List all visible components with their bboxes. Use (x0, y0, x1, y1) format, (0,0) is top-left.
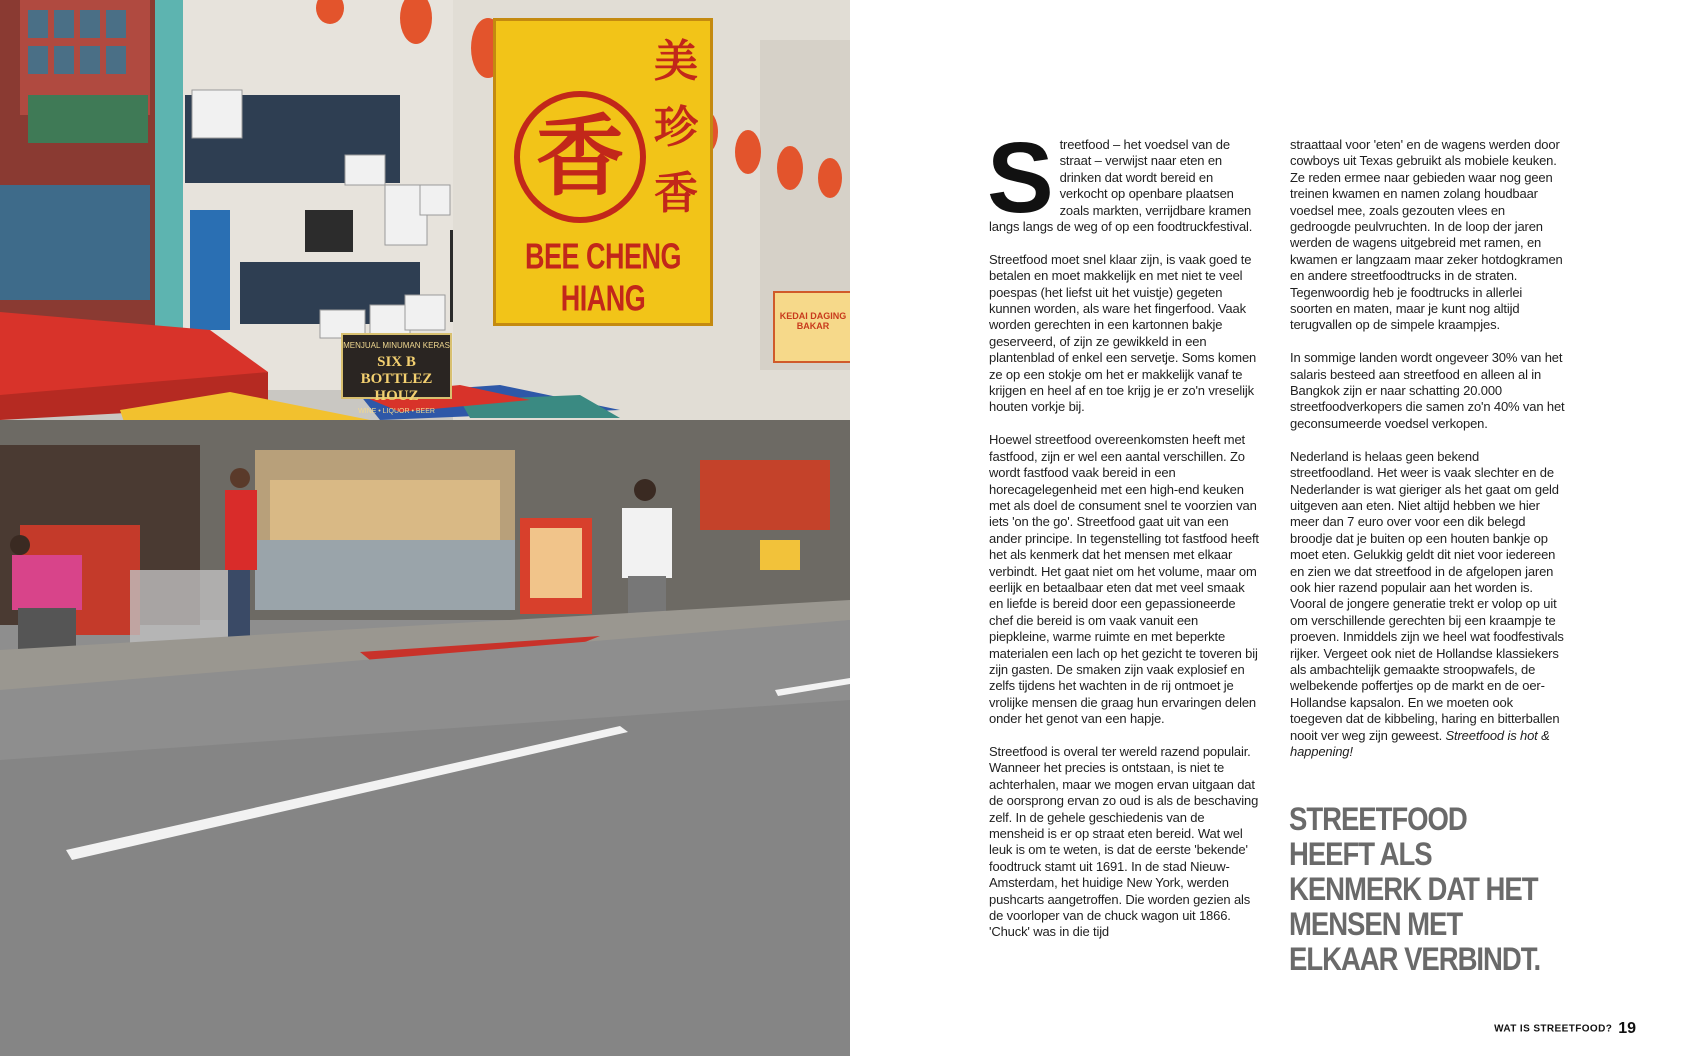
article-column-1 (987, 122, 1261, 957)
page-number: 19 (1618, 1020, 1636, 1037)
liquor-sign-line-1: MENJUAL MINUMAN KERAS (343, 341, 450, 350)
liquor-sign-line-3: WINE • LIQUOR • BEER (358, 408, 435, 415)
article-paragraph-3: Hoewel streetfood overeenkomsten heeft met fastfood, zijn er wel een aantal verschillen. Zo wordt fastfood vaak bereid in een horecagelegenheid met een high-end keuken met als doel de consument snel te voorzien van iets 'on the go'. Streetfood gaat uit van een ander principe. In tegenstelling tot fastfood heeft het als kenmerk dat het mensen met elkaar verbindt. Het gaat niet om het volume, maar om eerlijk en betaalbaar eten dat met veel smaak en liefde is bereid door een gepassioneerde chef die bereid is om vaak vanuit een piepkleine, warme ruimte en met beperkte materialen een lach op het gezicht te toveren bij zijn gasten. De smaken zijn vaak explosief en zelfs tijdens het wachten in de rij ontmoet je vrolijke mensen die graag hun ervaringen delen onder het genot van een hapje. (989, 432, 1259, 727)
page-footer (1494, 1020, 1636, 1038)
dropcap-letter: S (987, 122, 1054, 234)
article-paragraph-6: In sommige landen wordt ongeveer 30% van het salaris besteed aan streetfood en alleen al in Bangkok zijn er naar schatting 20.000 streetfoodverkopers die samen zo'n 40% van het geconsumeerde voedsel verkopen. (1290, 350, 1565, 431)
article-column-2 (1290, 137, 1566, 777)
sign-cjk-column-3: 香 (654, 168, 698, 219)
article-paragraph-1 (987, 122, 1261, 235)
sign-cjk-large: 香 (514, 91, 646, 223)
paragraph-1-text: treetfood – het voedsel van de straat – verwijst naar eten en drinken dat wordt bereid en verkocht op openbare plaatsen zoals markten, verrijdbare kramen langs langs de weg of op een foodtruckfestival. (989, 137, 1253, 235)
running-footer-section: WAT IS STREETFOOD? (1494, 1023, 1613, 1035)
sign-brand-name: BEE CHENG HIANG (524, 236, 682, 319)
article-paragraph-2: Streetfood moet snel klaar zijn, is vaak goed te betalen en moet makkelijk en met niet te veel poespas (het liefst uit het vuistje) gegeten kunnen worden, als ware het fingerfood. Vaak worden gerechten in een kartonnen bakje geserveerd, of zijn ze gewikkeld in een plantenblad of enkel een servetje. Soms komen ze op een stokje om het er makkelijk vanaf te krijgen en heel af en toe krijg je er zo'n vreselijk houten vorkje bij. (989, 251, 1257, 415)
bee-cheng-hiang-sign (493, 18, 713, 326)
article-paragraph-4: Streetfood is overal ter wereld razend populair. Wanneer het precies is ontstaan, is niet te achterhalen, maar we mogen ervan uitgaan dat de oorsprong ervan zo oud is als de beschaving zelf. In de gehele geschiedenis van de mensheid is er op straat eten bereid. Wat wel leuk is om te weten, is dat de eerste 'bekende' foodtruck stamt uit 1691. In de stad Nieuw-Amsterdam, het huidige New York, werden pushcarts aangetroffen. Die worden gezien als de voorloper van de chuck wagon uit 1866. 'Chuck' was in die tijd (989, 743, 1259, 940)
sign-cjk-column-2: 珍 (654, 102, 698, 153)
article-paragraph-7 (1290, 449, 1566, 761)
kedai-sign: KEDAI DAGING BAKAR (773, 291, 850, 363)
closing-italic: Streetfood is hot & happening! (1290, 727, 1550, 759)
liquor-sign-line-2: SIX B BOTTLEZ HOUZ (360, 354, 433, 404)
pull-quote: STREETFOOD HEEFT ALS KENMERK DAT HET MENSEN MET ELKAAR VERBINDT. (1289, 801, 1541, 977)
article-paragraph-5: straattaal voor 'eten' en de wagens werden door cowboys uit Texas gebruikt als mobiele keuken. Ze reden ermee naar gebieden waar nog geen treinen kwamen en namen zolang houdbaar voedsel mee, zoals gezouten vlees en gedroogde peulvruchten. In de loop der jaren werden de wagens uitgebreid met ramen, en kwamen er langzaam maar zeker hotdogkramen en andere streetfoodtrucks in de straten. Tegenwoordig heb je foodtrucks in allerlei soorten en maten, maar je kunt nog altijd terugvallen op de simpele kraampjes. (1290, 137, 1563, 333)
liquor-shop-sign (341, 333, 452, 415)
sign-cjk-column-1: 美 (654, 36, 698, 87)
paragraph-7-text: Nederland is helaas geen bekend streetfoodland. Het weer is vaak slechter en de Nederlander is wat gieriger als het gaat om geld uitgeven aan eten. Niet altijd hebben we hier meer dan 7 euro over voor een dik belegd broodje dat je buiten op een houten bankje op moet eten. Gelukkig geldt dit niet voor iedereen en zien we dat streetfood in de afgelopen jaren ook hier razend populair aan het worden is. Vooral de jongere generatie trekt er volop op uit om verschillende gerechten bij een kraampje te proeven. Inmiddels zijn we heel wat foodfestivals rijker. Vergeet ook niet de Hollandse klassiekers als ambachtelijk gemaakte stroopwafels, de welbekende poffertjes op de markt en de oer-Hollandse kapsalon. En we moeten ook toegeven dat de kibbeling, haring en bitterballen nooit ver weg zijn geweest. (1290, 448, 1564, 743)
